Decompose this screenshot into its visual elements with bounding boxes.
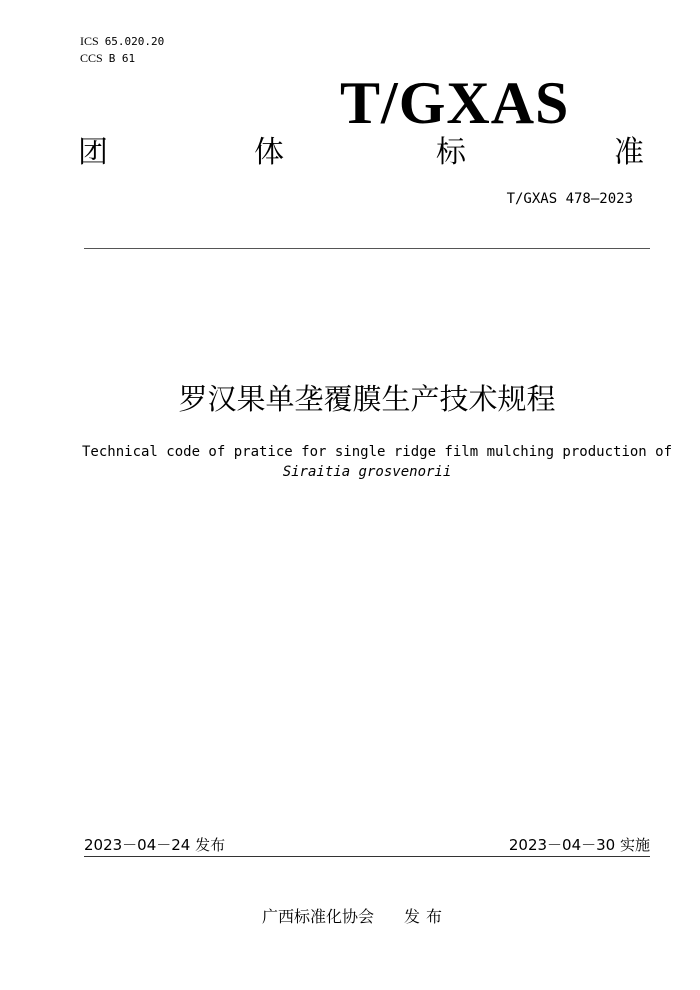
ics-ccs-block bbox=[80, 33, 164, 67]
category-char-1: 团 bbox=[78, 135, 108, 170]
title-english-line1: Technical code of pratice for single ridge film mulching production of bbox=[82, 444, 673, 460]
category-char-2: 体 bbox=[254, 135, 284, 170]
document-number: T/GXAS 478—2023 bbox=[506, 191, 633, 207]
title-english bbox=[82, 442, 673, 482]
title-english-species: Siraitia grosvenorii bbox=[282, 464, 452, 480]
publish-tag: 发布 bbox=[404, 907, 449, 926]
ics-code: 65.020.20 bbox=[104, 35, 165, 48]
ccs-label: CCS bbox=[80, 51, 103, 65]
ics-line bbox=[80, 33, 164, 50]
category-char-4: 准 bbox=[614, 135, 644, 170]
category-char-3: 标 bbox=[436, 135, 466, 170]
publisher-name: 广西标准化协会 bbox=[262, 907, 375, 926]
brand-logo: T/GXAS bbox=[340, 70, 570, 136]
ccs-line bbox=[80, 50, 164, 67]
ics-label: ICS bbox=[80, 34, 99, 48]
publisher-line bbox=[262, 904, 448, 927]
bottom-divider bbox=[84, 856, 650, 857]
implement-date: 2023－04－30 实施 bbox=[508, 836, 650, 854]
ccs-code: B 61 bbox=[108, 52, 136, 65]
top-divider bbox=[84, 248, 650, 249]
issue-date: 2023－04－24 发布 bbox=[84, 836, 226, 854]
title-chinese: 罗汉果单垄覆膜生产技术规程 bbox=[178, 382, 556, 416]
